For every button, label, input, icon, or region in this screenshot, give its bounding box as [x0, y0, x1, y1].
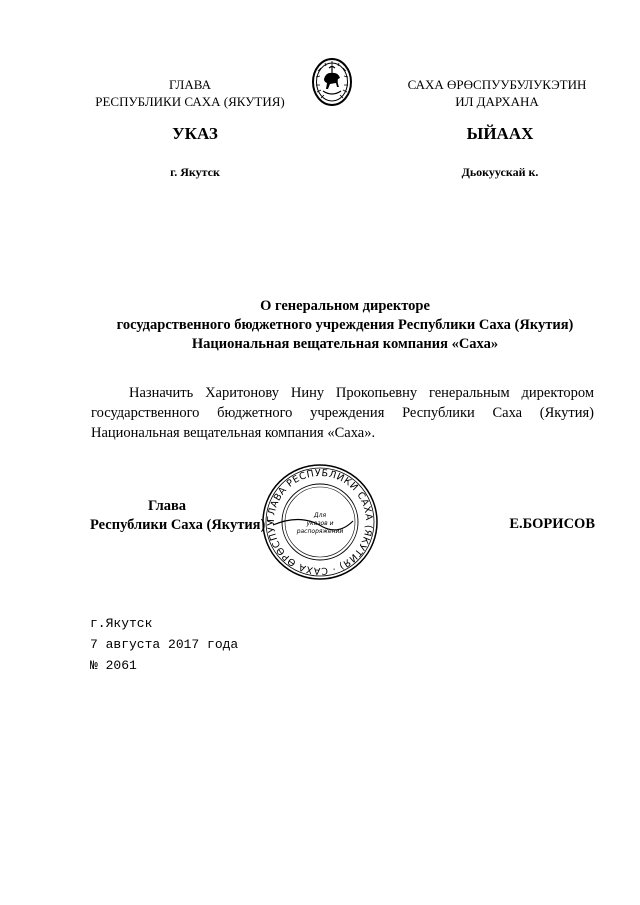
footer	[90, 613, 238, 676]
seal-ring-text: ГЛАВА РЕСПУБЛИКИ САХА (ЯКУТИЯ) · САХА ӨРӨСПУУ	[265, 467, 375, 577]
footer-city: г.Якутск	[90, 616, 153, 631]
body-line1: Назначить Харитонову Нину Прокопьевну генеральным директором	[129, 385, 594, 401]
seal-center-line2: указов и	[306, 520, 334, 527]
header-right	[382, 76, 612, 110]
official-seal	[261, 463, 379, 581]
header-left-line2: РЕСПУБЛИКИ САХА (ЯКУТИЯ)	[95, 94, 285, 109]
seal-center-line3: распоряжений	[296, 528, 344, 535]
document-body	[91, 383, 594, 443]
header-right-line1: САХА ӨРӨСПУУБУЛУКЭТИН	[407, 77, 587, 92]
footer-number: № 2061	[90, 658, 137, 673]
header-left-line1: ГЛАВА	[169, 77, 211, 92]
body-line3: Национальная вещательная компания «Саха».	[91, 425, 376, 441]
signature-name: Е.БОРИСОВ	[509, 516, 595, 532]
city-ru: г. Якутск	[170, 165, 220, 179]
footer-date: 7 августа 2017 года	[90, 637, 239, 652]
signature-role-line1: Глава	[148, 498, 187, 514]
doc-type-sah: ЫЙААХ	[466, 124, 534, 143]
title-line3: Национальная вещательная компания «Саха»	[191, 336, 499, 352]
signature-role-line2: Республики Саха (Якутия)	[90, 517, 266, 533]
doc-type-ru: УКАЗ	[172, 124, 218, 143]
body-line2: государственного бюджетного учреждения Республики Саха (Якутия)	[91, 405, 594, 421]
coat-of-arms-emblem	[311, 57, 353, 107]
header-left	[80, 76, 300, 110]
title-line1: О генеральном директоре	[260, 298, 430, 314]
title-line2: государственного бюджетного учреждения Республики Саха (Якутия)	[116, 317, 574, 333]
city-sah: Дьокуускай к.	[461, 165, 539, 179]
signature-role	[90, 497, 265, 535]
header-right-line2: ИЛ ДАРХАНА	[455, 94, 539, 109]
seal-center-line1: Для	[313, 512, 327, 519]
document-title	[60, 297, 630, 354]
